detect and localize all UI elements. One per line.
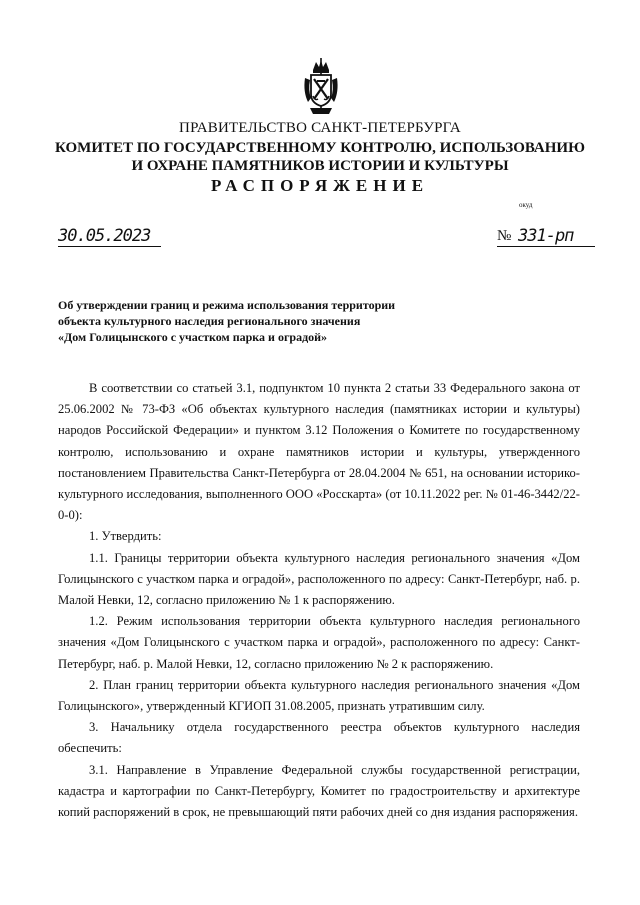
committee-title-line1: КОМИТЕТ ПО ГОСУДАРСТВЕННОМУ КОНТРОЛЮ, ИСПОЛЬЗОВАНИЮ	[55, 140, 585, 156]
intro-paragraph: В соответствии со статьей 3.1, подпунктом 10 пункта 2 статьи 33 Федерального закона от 25.06.2002 № 73-ФЗ «Об объектах культурного наследия (памятниках истории и культуры) народов Российской Федерации» и пунктом 3.12 Положения о Комитете по государственному контролю, использованию и охране памятников истории и культуры, утвержденного постановлением Правительства Санкт-Петербурга от 28.04.2004 № 651, на основании историко-культурного исследования, выполненного ООО «Росскарта» (от 10.11.2022 рег. № 01-46-3442/22-0-0):	[58, 381, 580, 523]
government-title: ПРАВИТЕЛЬСТВО САНКТ-ПЕТЕРБУРГА	[179, 120, 461, 136]
paragraph-1-1: 1.1. Границы территории объекта культурного наследия регионального значения «Дом Голицынского с участком парка и оградой», расположенного по адресу: Санкт-Петербург, наб. р. Малой Невки, 12, согласно приложению № 1 к распоряжению.	[58, 550, 580, 608]
number-sign: №	[497, 228, 512, 244]
document-subject	[58, 297, 395, 345]
document-type: РАСПОРЯЖЕНИЕ	[210, 176, 430, 195]
paragraph-1-2: 1.2. Режим использования территории объекта культурного наследия регионального значения «Дом Голицынского с участком парка и оградой», расположенного по адресу: Санкт-Петербург, наб. р. Малой Невки, 12, согласно приложению № 2 к распоряжению.	[58, 614, 580, 671]
paragraph-3: 3. Начальнику отдела государственного реестра объектов культурного наследия обеспечить:	[58, 720, 580, 756]
coat-of-arms-icon	[302, 58, 340, 116]
date-underline	[58, 246, 161, 247]
document-date: 30.05.2023	[58, 226, 151, 246]
paragraph-1: 1. Утвердить:	[89, 529, 162, 544]
paragraph-3-1: 3.1. Направление в Управление Федеральной службы государственной регистрации, кадастра и картографии по Санкт-Петербургу, Комитет по градостроительству и архитектуре копий распоряжений в срок, не превышающий пяти рабочих дней со дня издания распоряжения.	[58, 762, 580, 820]
number-underline	[497, 246, 595, 247]
committee-title-line2: И ОХРАНЕ ПАМЯТНИКОВ ИСТОРИИ И КУЛЬТУРЫ	[131, 158, 509, 174]
subject-line3: «Дом Голицынского с участком парка и оградой»	[58, 330, 328, 344]
subject-line1: Об утверждении границ и режима использования территории	[58, 298, 396, 312]
paragraph-2: 2. План границ территории объекта культурного наследия регионального значения «Дом Голицынского», утвержденный КГИОП 31.08.2005, признать утратившим силу.	[58, 677, 580, 714]
document-number: 331-рп	[518, 226, 574, 246]
subject-line2: объекта культурного наследия регионального значения	[58, 314, 361, 328]
document-body	[58, 378, 580, 823]
okud-label: окуд	[519, 201, 533, 209]
